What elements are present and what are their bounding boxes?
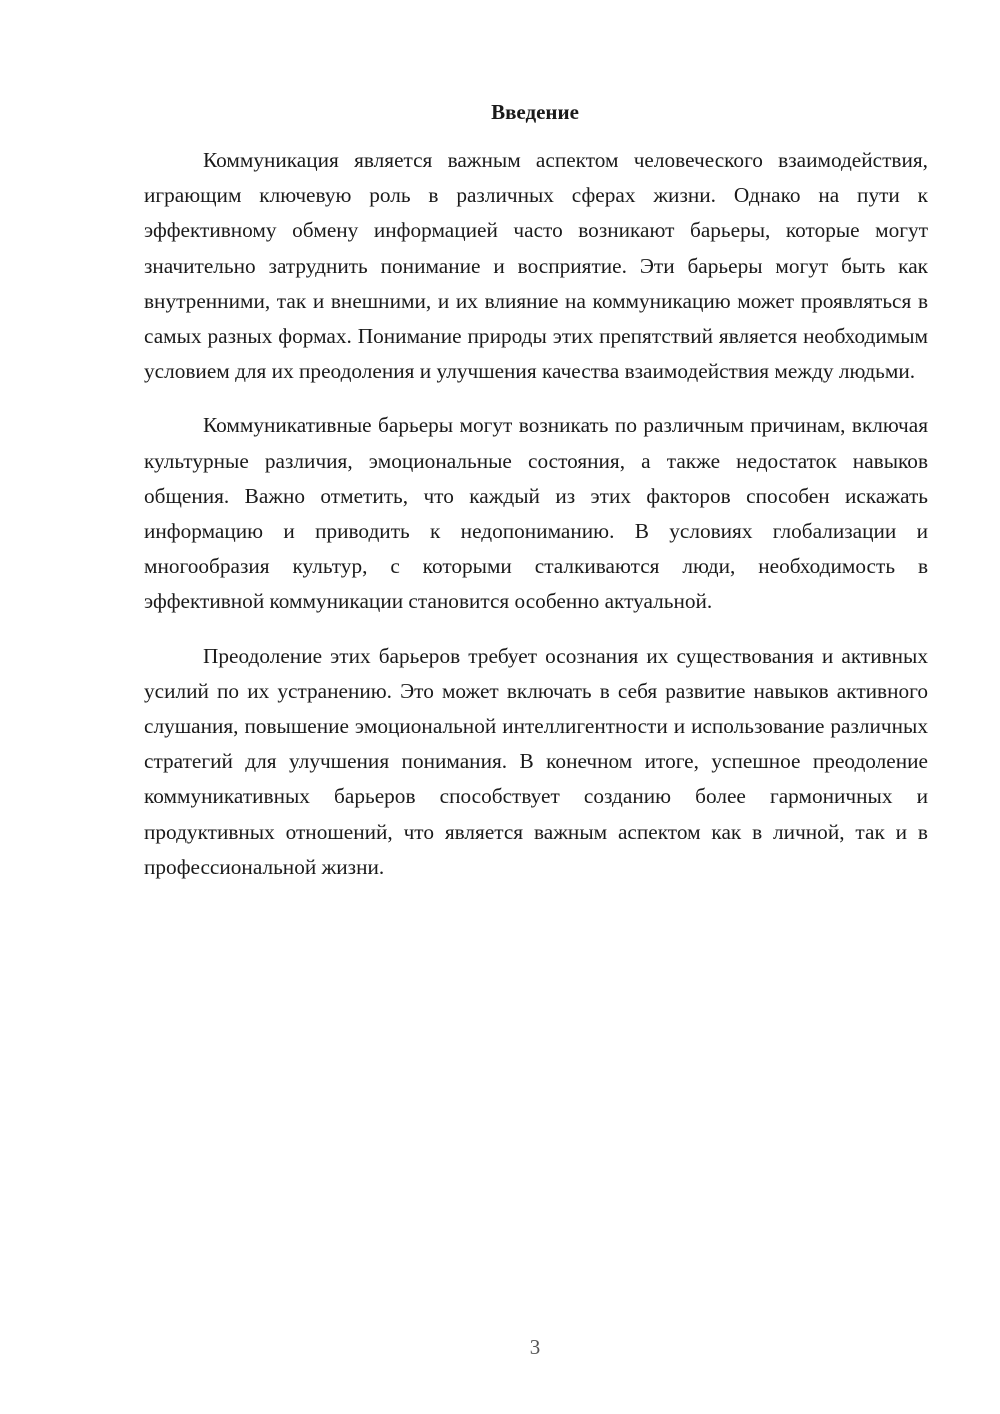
paragraph-3: Преодоление этих барьеров требует осознания их существования и активных усилий по их устранению. Это может включать в себя развитие навыков активного слушания, повышение эмоциональной интеллигентности и использование различных стратегий для улучшения понимания. В конечном итоге, успешное преодоление коммуникативных барьеров способствует созданию более гармоничных и продуктивных отношений, что является важным аспектом как в личной, так и в профессиональной жизни.: [144, 643, 928, 879]
page-number: 3: [529, 1335, 541, 1359]
body-text: [144, 143, 928, 904]
section-heading: Введение: [491, 100, 579, 124]
paragraph-1: Коммуникация является важным аспектом человеческого взаимодействия, играющим ключевую роль в различных сферах жизни. Однако на пути к эффективному обмену информацией часто возникают барьеры, которые могут значительно затруднить понимание и восприятие. Эти барьеры могут быть как внутренними, так и внешними, и их влияние на коммуникацию может проявляться в самых разных формах. Понимание природы этих препятствий является необходимым условием для их преодоления и улучшения качества взаимодействия между людьми.: [144, 148, 928, 384]
paragraph-2: Коммуникативные барьеры могут возникать по различным причинам, включая культурные различия, эмоциональные состояния, а также недостаток навыков общения. Важно отметить, что каждый из этих факторов способен искажать информацию и приводить к недопониманию. В условиях глобализации и многообразия культур, с которыми сталкиваются люди, необходимость в эффективной коммуникации становится особенно актуальной.: [144, 413, 928, 614]
